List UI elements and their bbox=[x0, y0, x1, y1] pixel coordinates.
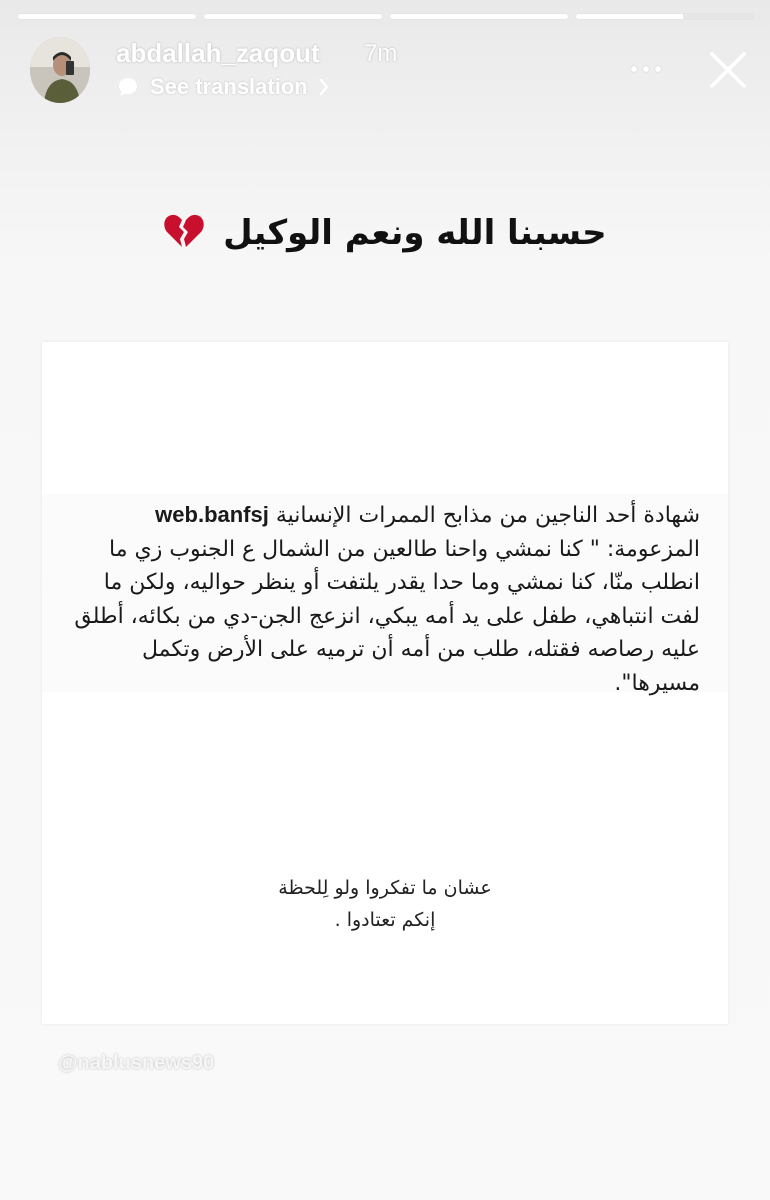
progress-segment bbox=[18, 14, 196, 19]
chevron-right-icon bbox=[318, 77, 330, 97]
more-dots-icon[interactable] bbox=[628, 54, 664, 84]
dot bbox=[631, 66, 637, 72]
progress-segment bbox=[204, 14, 382, 19]
story-time-ago: 7m bbox=[364, 40, 398, 67]
dot bbox=[655, 66, 661, 72]
closing-note bbox=[42, 872, 728, 936]
closing-line-1: عشان ما تفكروا ولو لِلحظة bbox=[278, 877, 492, 899]
testimony-text bbox=[66, 498, 700, 700]
avatar-image bbox=[30, 37, 90, 103]
dot bbox=[643, 66, 649, 72]
broken-heart-icon bbox=[163, 212, 205, 250]
testimony-body: المزعومة: " كنا نمشي واحنا طالعين من الشمال ع الجنوب زي ما انطلب منّا، كنا نمشي وما حدا يقدر يلتفت أو ينظر حواليه، ولكن ما لفت انتباهي، طفل على يد أمه يبكي، انزعج الجن-دي من بكائه، أطلق عليه رصاصه فقتله، طلب من أمه أن ترميه على الأرض وتكمل مسيرها". bbox=[74, 536, 700, 696]
see-translation-label: See translation bbox=[150, 74, 308, 99]
progress-segment-active bbox=[576, 14, 754, 19]
closing-line-2: إنكم تعتادوا . bbox=[334, 909, 436, 931]
user-avatar[interactable] bbox=[30, 37, 90, 103]
close-icon[interactable] bbox=[706, 48, 750, 92]
progress-segment bbox=[390, 14, 568, 19]
story-caption bbox=[0, 212, 770, 253]
testimony-handle: web.banfsj bbox=[155, 502, 269, 527]
story-progress-bar bbox=[18, 14, 754, 19]
see-translation-button[interactable] bbox=[116, 72, 330, 102]
source-watermark: @nablusnews90 bbox=[58, 1052, 215, 1074]
testimony-line1: شهادة أحد الناجين من مذابح الممرات الإنسانية bbox=[268, 503, 700, 528]
shared-post-card bbox=[42, 342, 728, 1024]
story-caption-text: حسبنا الله ونعم الوكيل bbox=[223, 213, 607, 253]
speech-bubble-icon bbox=[116, 75, 140, 99]
story-username[interactable]: abdallah_zaqout bbox=[116, 38, 320, 68]
